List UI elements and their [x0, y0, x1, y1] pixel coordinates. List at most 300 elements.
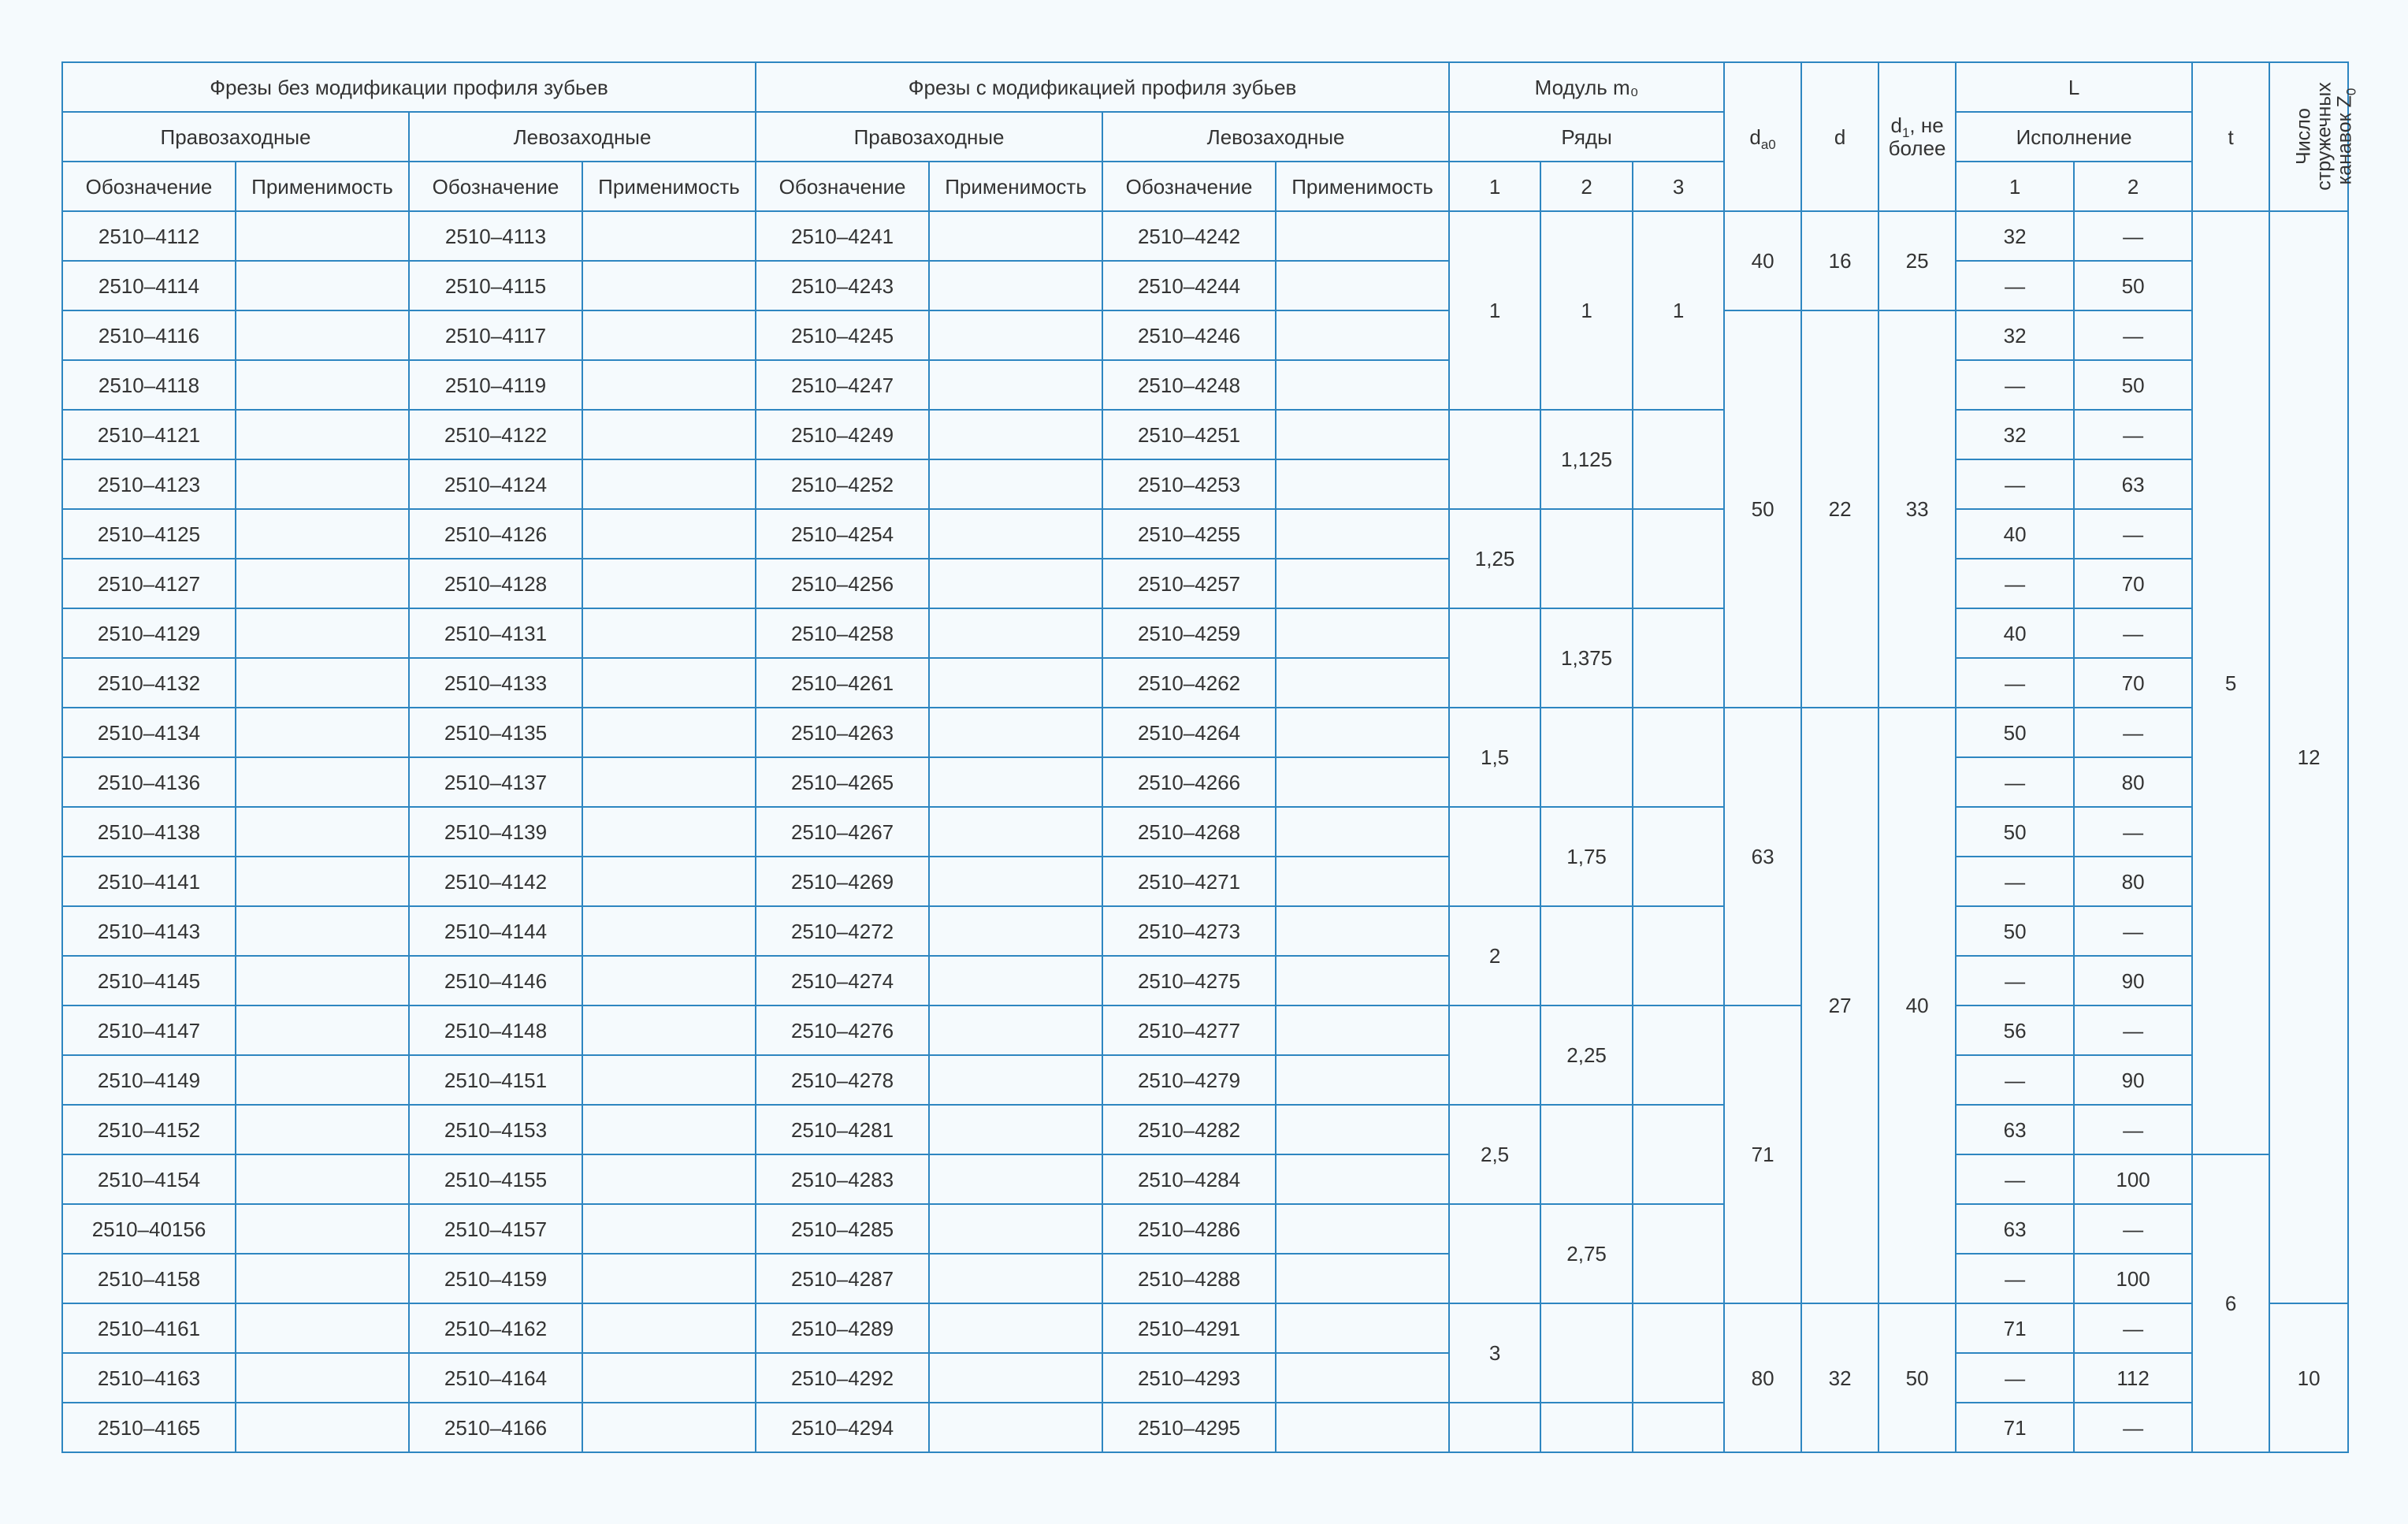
- header-designation: Обозначение: [1102, 162, 1276, 211]
- designation-mod-right: 2510–4294: [756, 1403, 929, 1452]
- designation-no-mod-right: 2510–4129: [62, 608, 236, 658]
- designation-no-mod-left: 2510–4117: [409, 310, 582, 360]
- length-exec2-cell: —: [2074, 1303, 2192, 1353]
- length-exec1-cell: 50: [1956, 807, 2074, 857]
- applicability-cell: [1276, 906, 1449, 956]
- designation-mod-left: 2510–4277: [1102, 1005, 1276, 1055]
- spec-table-container: [61, 61, 2359, 1453]
- designation-no-mod-left: 2510–4137: [409, 757, 582, 807]
- length-exec1-cell: —: [1956, 956, 2074, 1005]
- module-row1-cell: [1449, 410, 1540, 509]
- length-exec2-cell: —: [2074, 807, 2192, 857]
- designation-no-mod-right: 2510–40156: [62, 1204, 236, 1254]
- d1-sub: 1: [1901, 125, 1910, 140]
- applicability-cell: [236, 708, 409, 757]
- header-with-mod: Фрезы с модификацией профиля зубьев: [756, 62, 1449, 112]
- applicability-cell: [582, 658, 756, 708]
- applicability-cell: [236, 459, 409, 509]
- module-row3-cell: [1633, 1204, 1724, 1303]
- header-d1: [1878, 62, 1956, 211]
- designation-mod-left: 2510–4251: [1102, 410, 1276, 459]
- designation-no-mod-right: 2510–4158: [62, 1254, 236, 1303]
- designation-no-mod-right: 2510–4136: [62, 757, 236, 807]
- designation-mod-right: 2510–4267: [756, 807, 929, 857]
- designation-no-mod-left: 2510–4153: [409, 1105, 582, 1154]
- length-exec2-cell: 70: [2074, 559, 2192, 608]
- designation-no-mod-left: 2510–4128: [409, 559, 582, 608]
- header-designation: Обозначение: [756, 162, 929, 211]
- designation-mod-right: 2510–4256: [756, 559, 929, 608]
- designation-no-mod-left: 2510–4148: [409, 1005, 582, 1055]
- grooves-line2: стружечных: [2313, 82, 2336, 191]
- designation-no-mod-left: 2510–4122: [409, 410, 582, 459]
- header-d: d: [1801, 62, 1878, 211]
- designation-no-mod-right: 2510–4145: [62, 956, 236, 1005]
- header-mod-left: Левозаходные: [1102, 112, 1449, 162]
- designation-no-mod-right: 2510–4152: [62, 1105, 236, 1154]
- table-row: [62, 1204, 2348, 1254]
- designation-no-mod-left: 2510–4131: [409, 608, 582, 658]
- applicability-cell: [582, 559, 756, 608]
- applicability-cell: [236, 1055, 409, 1105]
- length-exec1-cell: 63: [1956, 1204, 2074, 1254]
- length-exec1-cell: —: [1956, 1055, 2074, 1105]
- designation-mod-right: 2510–4261: [756, 658, 929, 708]
- designation-mod-right: 2510–4245: [756, 310, 929, 360]
- designation-no-mod-left: 2510–4155: [409, 1154, 582, 1204]
- designation-no-mod-right: 2510–4121: [62, 410, 236, 459]
- length-exec1-cell: —: [1956, 658, 2074, 708]
- d-cell: 16: [1801, 211, 1878, 310]
- grooves-label: [2292, 82, 2359, 191]
- applicability-cell: [236, 1105, 409, 1154]
- da0-sub: a0: [1760, 136, 1776, 152]
- table-row: [62, 1254, 2348, 1303]
- length-exec1-cell: —: [1956, 1154, 2074, 1204]
- designation-no-mod-right: 2510–4165: [62, 1403, 236, 1452]
- applicability-cell: [582, 360, 756, 410]
- applicability-cell: [582, 1403, 756, 1452]
- applicability-cell: [236, 559, 409, 608]
- applicability-cell: [929, 1005, 1102, 1055]
- module-row1-cell: 1,25: [1449, 509, 1540, 608]
- designation-mod-left: 2510–4242: [1102, 211, 1276, 261]
- module-row3-cell: [1633, 807, 1724, 906]
- table-row: [62, 1403, 2348, 1452]
- designation-no-mod-right: 2510–4123: [62, 459, 236, 509]
- da0-cell: 80: [1724, 1303, 1801, 1452]
- da0-cell: 71: [1724, 1005, 1801, 1303]
- length-exec1-cell: —: [1956, 857, 2074, 906]
- designation-no-mod-right: 2510–4138: [62, 807, 236, 857]
- designation-no-mod-left: 2510–4124: [409, 459, 582, 509]
- applicability-cell: [929, 1154, 1102, 1204]
- designation-mod-left: 2510–4244: [1102, 261, 1276, 310]
- length-exec1-cell: 32: [1956, 310, 2074, 360]
- applicability-cell: [1276, 1105, 1449, 1154]
- applicability-cell: [236, 1154, 409, 1204]
- applicability-cell: [582, 1105, 756, 1154]
- applicability-cell: [582, 608, 756, 658]
- designation-no-mod-left: 2510–4135: [409, 708, 582, 757]
- applicability-cell: [582, 1154, 756, 1204]
- d1-cell: 33: [1878, 310, 1956, 708]
- module-row2-cell: 1,125: [1540, 410, 1633, 509]
- applicability-cell: [1276, 1303, 1449, 1353]
- header-row-2: 2: [1540, 162, 1633, 211]
- length-exec1-cell: —: [1956, 360, 2074, 410]
- d-cell: 32: [1801, 1303, 1878, 1452]
- designation-no-mod-right: 2510–4112: [62, 211, 236, 261]
- module-row3-cell: [1633, 509, 1724, 608]
- designation-no-mod-left: 2510–4139: [409, 807, 582, 857]
- designation-mod-left: 2510–4288: [1102, 1254, 1276, 1303]
- applicability-cell: [582, 757, 756, 807]
- length-exec1-cell: —: [1956, 559, 2074, 608]
- module-row2-cell: [1540, 906, 1633, 1005]
- spec-table: [61, 61, 2359, 1453]
- length-exec1-cell: 40: [1956, 608, 2074, 658]
- designation-mod-right: 2510–4254: [756, 509, 929, 559]
- applicability-cell: [1276, 1204, 1449, 1254]
- header-no-mod: Фрезы без модификации профиля зубьев: [62, 62, 756, 112]
- applicability-cell: [582, 410, 756, 459]
- designation-mod-left: 2510–4268: [1102, 807, 1276, 857]
- applicability-cell: [582, 1303, 756, 1353]
- applicability-cell: [236, 757, 409, 807]
- designation-mod-left: 2510–4248: [1102, 360, 1276, 410]
- designation-no-mod-left: 2510–4146: [409, 956, 582, 1005]
- applicability-cell: [1276, 757, 1449, 807]
- designation-mod-right: 2510–4249: [756, 410, 929, 459]
- designation-mod-left: 2510–4293: [1102, 1353, 1276, 1403]
- d-cell: 22: [1801, 310, 1878, 708]
- table-row: [62, 410, 2348, 459]
- t-cell: 6: [2192, 1154, 2269, 1452]
- module-row1-cell: 1: [1449, 211, 1540, 410]
- table-row: [62, 956, 2348, 1005]
- designation-mod-right: 2510–4281: [756, 1105, 929, 1154]
- table-row: [62, 906, 2348, 956]
- table-row: [62, 509, 2348, 559]
- designation-mod-left: 2510–4282: [1102, 1105, 1276, 1154]
- module-row3-cell: [1633, 608, 1724, 708]
- length-exec2-cell: 90: [2074, 956, 2192, 1005]
- table-row: [62, 1154, 2348, 1204]
- table-row: [62, 1055, 2348, 1105]
- length-exec2-cell: —: [2074, 509, 2192, 559]
- applicability-cell: [929, 1254, 1102, 1303]
- table-row: [62, 310, 2348, 360]
- da0-cell: 63: [1724, 708, 1801, 1005]
- d-cell: 27: [1801, 708, 1878, 1303]
- length-exec2-cell: —: [2074, 310, 2192, 360]
- table-row: [62, 857, 2348, 906]
- designation-mod-right: 2510–4265: [756, 757, 929, 807]
- designation-no-mod-left: 2510–4119: [409, 360, 582, 410]
- length-exec1-cell: 50: [1956, 708, 2074, 757]
- length-exec2-cell: —: [2074, 708, 2192, 757]
- table-row: [62, 658, 2348, 708]
- designation-mod-right: 2510–4272: [756, 906, 929, 956]
- table-row: [62, 757, 2348, 807]
- module-row3-cell: [1633, 1105, 1724, 1204]
- header-row-3: 3: [1633, 162, 1724, 211]
- applicability-cell: [1276, 608, 1449, 658]
- applicability-cell: [582, 1254, 756, 1303]
- length-exec2-cell: 50: [2074, 360, 2192, 410]
- length-exec2-cell: —: [2074, 211, 2192, 261]
- designation-mod-left: 2510–4273: [1102, 906, 1276, 956]
- designation-mod-right: 2510–4274: [756, 956, 929, 1005]
- table-row: [62, 807, 2348, 857]
- applicability-cell: [1276, 956, 1449, 1005]
- applicability-cell: [929, 608, 1102, 658]
- grooves-cell: 12: [2269, 211, 2348, 1303]
- designation-no-mod-left: 2510–4142: [409, 857, 582, 906]
- designation-mod-left: 2510–4266: [1102, 757, 1276, 807]
- length-exec2-cell: 80: [2074, 857, 2192, 906]
- designation-no-mod-right: 2510–4154: [62, 1154, 236, 1204]
- header-t: t: [2192, 62, 2269, 211]
- designation-no-mod-right: 2510–4116: [62, 310, 236, 360]
- table-row: [62, 559, 2348, 608]
- applicability-cell: [236, 211, 409, 261]
- table-row: [62, 459, 2348, 509]
- applicability-cell: [929, 360, 1102, 410]
- table-row: [62, 1105, 2348, 1154]
- designation-mod-right: 2510–4285: [756, 1204, 929, 1254]
- designation-mod-left: 2510–4259: [1102, 608, 1276, 658]
- length-exec2-cell: —: [2074, 1005, 2192, 1055]
- designation-mod-right: 2510–4289: [756, 1303, 929, 1353]
- designation-mod-right: 2510–4292: [756, 1353, 929, 1403]
- applicability-cell: [929, 857, 1102, 906]
- module-row2-cell: 2,75: [1540, 1204, 1633, 1303]
- applicability-cell: [236, 906, 409, 956]
- applicability-cell: [236, 1403, 409, 1452]
- designation-no-mod-right: 2510–4147: [62, 1005, 236, 1055]
- applicability-cell: [929, 310, 1102, 360]
- designation-no-mod-left: 2510–4159: [409, 1254, 582, 1303]
- table-row: [62, 708, 2348, 757]
- header-rows: Ряды: [1449, 112, 1724, 162]
- module-row2-cell: 1,75: [1540, 807, 1633, 906]
- applicability-cell: [582, 261, 756, 310]
- applicability-cell: [1276, 1254, 1449, 1303]
- applicability-cell: [236, 360, 409, 410]
- applicability-cell: [1276, 857, 1449, 906]
- module-row3-cell: [1633, 708, 1724, 807]
- applicability-cell: [929, 956, 1102, 1005]
- length-exec2-cell: —: [2074, 1204, 2192, 1254]
- module-row1-cell: 1,5: [1449, 708, 1540, 807]
- module-row3-cell: [1633, 1303, 1724, 1403]
- designation-no-mod-left: 2510–4164: [409, 1353, 582, 1403]
- applicability-cell: [236, 1204, 409, 1254]
- applicability-cell: [929, 708, 1102, 757]
- applicability-cell: [236, 1303, 409, 1353]
- header-mod-right: Правозаходные: [756, 112, 1102, 162]
- length-exec2-cell: 63: [2074, 459, 2192, 509]
- length-exec1-cell: —: [1956, 459, 2074, 509]
- length-exec2-cell: 100: [2074, 1254, 2192, 1303]
- applicability-cell: [582, 310, 756, 360]
- applicability-cell: [929, 211, 1102, 261]
- table-row: [62, 1353, 2348, 1403]
- length-exec1-cell: 71: [1956, 1303, 2074, 1353]
- designation-no-mod-right: 2510–4149: [62, 1055, 236, 1105]
- module-row1-cell: [1449, 1204, 1540, 1303]
- applicability-cell: [582, 708, 756, 757]
- length-exec2-cell: —: [2074, 410, 2192, 459]
- applicability-cell: [1276, 1353, 1449, 1403]
- applicability-cell: [1276, 1403, 1449, 1452]
- applicability-cell: [236, 658, 409, 708]
- length-exec1-cell: 32: [1956, 211, 2074, 261]
- header-applicability: Применимость: [236, 162, 409, 211]
- applicability-cell: [929, 1055, 1102, 1105]
- applicability-cell: [582, 211, 756, 261]
- applicability-cell: [929, 1403, 1102, 1452]
- d1-main: d: [1890, 113, 1902, 137]
- applicability-cell: [1276, 559, 1449, 608]
- applicability-cell: [582, 1204, 756, 1254]
- designation-no-mod-left: 2510–4113: [409, 211, 582, 261]
- module-row3-cell: [1633, 1403, 1724, 1452]
- designation-mod-right: 2510–4263: [756, 708, 929, 757]
- module-row3-cell: [1633, 906, 1724, 1005]
- designation-no-mod-right: 2510–4118: [62, 360, 236, 410]
- designation-mod-right: 2510–4252: [756, 459, 929, 509]
- header-designation: Обозначение: [62, 162, 236, 211]
- applicability-cell: [1276, 1005, 1449, 1055]
- applicability-cell: [1276, 360, 1449, 410]
- applicability-cell: [236, 1353, 409, 1403]
- designation-no-mod-right: 2510–4132: [62, 658, 236, 708]
- designation-no-mod-left: 2510–4133: [409, 658, 582, 708]
- designation-no-mod-left: 2510–4157: [409, 1204, 582, 1254]
- header-applicability: Применимость: [929, 162, 1102, 211]
- length-exec2-cell: 50: [2074, 261, 2192, 310]
- length-exec2-cell: 100: [2074, 1154, 2192, 1204]
- header-applicability: Применимость: [1276, 162, 1449, 211]
- applicability-cell: [929, 509, 1102, 559]
- d1-cell: 25: [1878, 211, 1956, 310]
- applicability-cell: [1276, 708, 1449, 757]
- designation-no-mod-right: 2510–4143: [62, 906, 236, 956]
- applicability-cell: [236, 608, 409, 658]
- header-applicability: Применимость: [582, 162, 756, 211]
- da0-main: d: [1749, 125, 1761, 149]
- header-execution: Исполнение: [1956, 112, 2192, 162]
- applicability-cell: [929, 261, 1102, 310]
- length-exec1-cell: —: [1956, 1254, 2074, 1303]
- applicability-cell: [1276, 807, 1449, 857]
- designation-mod-right: 2510–4243: [756, 261, 929, 310]
- d1-cell: 50: [1878, 1303, 1956, 1452]
- header-exec-2: 2: [2074, 162, 2192, 211]
- designation-mod-left: 2510–4262: [1102, 658, 1276, 708]
- table-row: [62, 1303, 2348, 1353]
- length-exec2-cell: —: [2074, 1105, 2192, 1154]
- designation-mod-right: 2510–4278: [756, 1055, 929, 1105]
- length-exec1-cell: 32: [1956, 410, 2074, 459]
- designation-mod-left: 2510–4275: [1102, 956, 1276, 1005]
- applicability-cell: [1276, 459, 1449, 509]
- length-exec2-cell: 80: [2074, 757, 2192, 807]
- designation-mod-left: 2510–4246: [1102, 310, 1276, 360]
- header-no-mod-right: Правозаходные: [62, 112, 409, 162]
- header-row-1: 1: [1449, 162, 1540, 211]
- applicability-cell: [582, 956, 756, 1005]
- designation-no-mod-right: 2510–4127: [62, 559, 236, 608]
- module-row1-cell: 3: [1449, 1303, 1540, 1403]
- applicability-cell: [929, 1105, 1102, 1154]
- applicability-cell: [1276, 658, 1449, 708]
- grooves-cell: 10: [2269, 1303, 2348, 1452]
- module-row1-cell: [1449, 807, 1540, 906]
- header-no-mod-left: Левозаходные: [409, 112, 756, 162]
- module-row2-cell: [1540, 509, 1633, 608]
- length-exec1-cell: 40: [1956, 509, 2074, 559]
- applicability-cell: [1276, 261, 1449, 310]
- applicability-cell: [1276, 410, 1449, 459]
- module-row3-cell: 1: [1633, 211, 1724, 410]
- grooves-line3: канавок Z: [2333, 95, 2356, 185]
- designation-no-mod-right: 2510–4141: [62, 857, 236, 906]
- applicability-cell: [929, 757, 1102, 807]
- length-exec2-cell: —: [2074, 906, 2192, 956]
- applicability-cell: [929, 807, 1102, 857]
- module-row1-cell: [1449, 1403, 1540, 1452]
- applicability-cell: [236, 410, 409, 459]
- length-exec2-cell: 70: [2074, 658, 2192, 708]
- designation-mod-right: 2510–4276: [756, 1005, 929, 1055]
- applicability-cell: [236, 310, 409, 360]
- designation-mod-left: 2510–4279: [1102, 1055, 1276, 1105]
- designation-no-mod-right: 2510–4125: [62, 509, 236, 559]
- designation-mod-left: 2510–4286: [1102, 1204, 1276, 1254]
- module-row2-cell: [1540, 708, 1633, 807]
- applicability-cell: [236, 1005, 409, 1055]
- length-exec1-cell: —: [1956, 261, 2074, 310]
- module-row1-cell: 2: [1449, 906, 1540, 1005]
- header-grooves: [2269, 62, 2359, 211]
- length-exec2-cell: —: [2074, 1403, 2192, 1452]
- designation-mod-right: 2510–4269: [756, 857, 929, 906]
- table-row: [62, 360, 2348, 410]
- applicability-cell: [582, 906, 756, 956]
- designation-mod-left: 2510–4284: [1102, 1154, 1276, 1204]
- designation-mod-right: 2510–4247: [756, 360, 929, 410]
- applicability-cell: [1276, 211, 1449, 261]
- applicability-cell: [929, 1303, 1102, 1353]
- applicability-cell: [582, 807, 756, 857]
- grooves-line3-sub: 0: [2343, 87, 2359, 96]
- length-exec1-cell: 56: [1956, 1005, 2074, 1055]
- module-row3-cell: [1633, 1005, 1724, 1105]
- applicability-cell: [1276, 310, 1449, 360]
- length-exec1-cell: 71: [1956, 1403, 2074, 1452]
- length-exec2-cell: 112: [2074, 1353, 2192, 1403]
- applicability-cell: [582, 1005, 756, 1055]
- length-exec1-cell: 63: [1956, 1105, 2074, 1154]
- designation-mod-left: 2510–4295: [1102, 1403, 1276, 1452]
- applicability-cell: [236, 807, 409, 857]
- module-row2-cell: [1540, 1303, 1633, 1403]
- designation-mod-left: 2510–4253: [1102, 459, 1276, 509]
